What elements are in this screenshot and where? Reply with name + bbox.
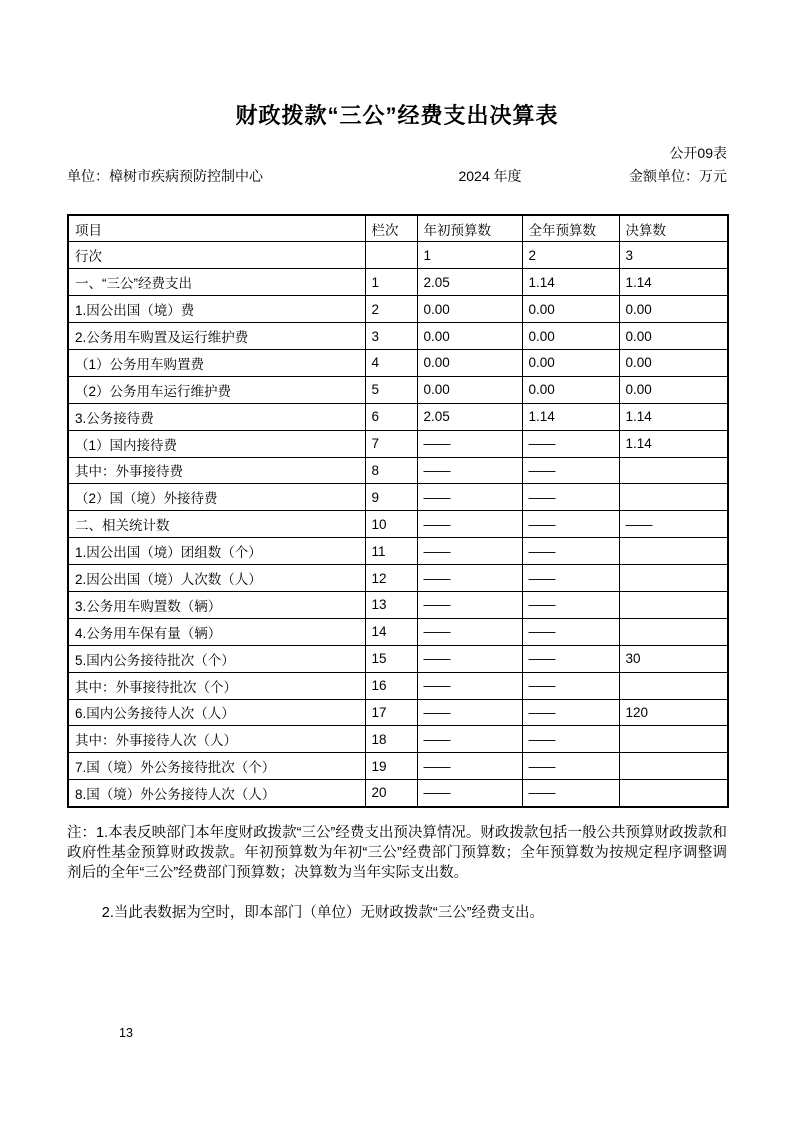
table-header-row [68, 215, 728, 242]
annual-budget-cell: —— [522, 618, 619, 645]
column-no-cell: 3 [365, 323, 417, 350]
item-cell: 6.国内公务接待人次（人） [68, 699, 365, 726]
item-cell: 8.国（境）外公务接待人次（人） [68, 780, 365, 807]
page-number: 13 [119, 1026, 133, 1040]
column-no-cell: 1 [365, 269, 417, 296]
table-row [68, 511, 728, 538]
annual-budget-cell: —— [522, 484, 619, 511]
initial-budget-cell: —— [417, 457, 522, 484]
final-account-cell [619, 457, 728, 484]
column-no-cell [365, 242, 417, 269]
three-public-expense-table [67, 214, 729, 808]
initial-budget-cell: —— [417, 726, 522, 753]
final-account-cell [619, 484, 728, 511]
final-account-cell: 1.14 [619, 269, 728, 296]
initial-budget-cell: —— [417, 591, 522, 618]
column-header-item: 项目 [68, 215, 365, 242]
annual-budget-cell: 1.14 [522, 269, 619, 296]
column-no-cell: 2 [365, 296, 417, 323]
column-no-cell: 14 [365, 618, 417, 645]
unit-name-label: 单位：樟树市疾病预防控制中心 [67, 168, 263, 184]
note-1: 注：1.本表反映部门本年度财政拨款“三公”经费支出预决算情况。财政拨款包括一般公共预算财政拨款和政府性基金预算财政拨款。年初预算数为年初“三公”经费部门预算数；全年预算数为按规定程序调整调剂后的全年“三公”经费部门预算数；决算数为当年实际支出数。 [67, 824, 727, 881]
annual-budget-cell: —— [522, 430, 619, 457]
column-no-cell: 20 [365, 780, 417, 807]
final-account-cell [619, 672, 728, 699]
table-row [68, 753, 728, 780]
table-row [68, 538, 728, 565]
item-cell: 1.因公出国（境）费 [68, 296, 365, 323]
annual-budget-cell: 0.00 [522, 296, 619, 323]
annual-budget-cell: 0.00 [522, 376, 619, 403]
item-cell: 5.国内公务接待批次（个） [68, 645, 365, 672]
table-body [68, 242, 728, 807]
item-cell: （2）国（境）外接待费 [68, 484, 365, 511]
final-account-cell: 0.00 [619, 296, 728, 323]
initial-budget-cell: 2.05 [417, 269, 522, 296]
column-no-cell: 8 [365, 457, 417, 484]
table-row [68, 645, 728, 672]
final-account-cell: —— [619, 511, 728, 538]
annual-budget-cell: 0.00 [522, 349, 619, 376]
item-cell: 3.公务用车购置数（辆） [68, 591, 365, 618]
final-account-cell: 1.14 [619, 403, 728, 430]
final-account-cell: 0.00 [619, 349, 728, 376]
final-account-cell [619, 726, 728, 753]
annual-budget-cell: —— [522, 699, 619, 726]
column-header-column-no: 栏次 [365, 215, 417, 242]
annual-budget-cell: —— [522, 753, 619, 780]
initial-budget-cell: 0.00 [417, 376, 522, 403]
item-cell: 一、“三公”经费支出 [68, 269, 365, 296]
item-cell: 行次 [68, 242, 365, 269]
annual-budget-cell: —— [522, 672, 619, 699]
annual-budget-cell: —— [522, 591, 619, 618]
initial-budget-cell: 0.00 [417, 349, 522, 376]
annual-budget-cell: —— [522, 726, 619, 753]
initial-budget-cell: 0.00 [417, 296, 522, 323]
column-header-initial-budget: 年初预算数 [417, 215, 522, 242]
page-title: 财政拨款“三公”经费支出决算表 [235, 103, 559, 128]
initial-budget-cell: —— [417, 753, 522, 780]
final-account-cell [619, 565, 728, 592]
final-account-cell: 1.14 [619, 430, 728, 457]
column-no-cell: 12 [365, 565, 417, 592]
initial-budget-cell: —— [417, 538, 522, 565]
initial-budget-cell: —— [417, 430, 522, 457]
annual-budget-cell: —— [522, 538, 619, 565]
initial-budget-cell: —— [417, 645, 522, 672]
column-no-cell: 10 [365, 511, 417, 538]
form-code-label: 公开09表 [669, 145, 727, 161]
column-header-annual-budget: 全年预算数 [522, 215, 619, 242]
final-account-cell [619, 780, 728, 807]
table-row [68, 618, 728, 645]
table-row [68, 349, 728, 376]
item-cell: 二、相关统计数 [68, 511, 365, 538]
table-row [68, 672, 728, 699]
table-row [68, 323, 728, 350]
item-cell: （2）公务用车运行维护费 [68, 376, 365, 403]
column-no-cell: 19 [365, 753, 417, 780]
initial-budget-cell: —— [417, 672, 522, 699]
final-account-cell: 0.00 [619, 376, 728, 403]
final-account-cell: 30 [619, 645, 728, 672]
final-account-cell [619, 591, 728, 618]
item-cell: 1.因公出国（境）团组数（个） [68, 538, 365, 565]
item-cell: 其中：外事接待费 [68, 457, 365, 484]
initial-budget-cell: —— [417, 565, 522, 592]
final-account-cell [619, 618, 728, 645]
final-account-cell [619, 538, 728, 565]
table-row [68, 269, 728, 296]
initial-budget-cell: —— [417, 780, 522, 807]
fiscal-year-label: 2024 年度 [458, 168, 522, 184]
table-row [68, 780, 728, 807]
table-row [68, 430, 728, 457]
table-row [68, 565, 728, 592]
final-account-cell [619, 753, 728, 780]
annual-budget-cell: —— [522, 645, 619, 672]
table-row [68, 457, 728, 484]
notes-section [67, 823, 727, 923]
table-row [68, 484, 728, 511]
table-row [68, 242, 728, 269]
initial-budget-cell: —— [417, 511, 522, 538]
annual-budget-cell: 1.14 [522, 403, 619, 430]
item-cell: 2.公务用车购置及运行维护费 [68, 323, 365, 350]
item-cell: 其中：外事接待人次（人） [68, 726, 365, 753]
item-cell: （1）国内接待费 [68, 430, 365, 457]
initial-budget-cell: —— [417, 618, 522, 645]
column-no-cell: 18 [365, 726, 417, 753]
initial-budget-cell: 2.05 [417, 403, 522, 430]
annual-budget-cell: —— [522, 565, 619, 592]
amount-unit-label: 金额单位：万元 [628, 168, 727, 184]
note-2: 2.当此表数据为空时，即本部门（单位）无财政拨款“三公”经费支出。 [101, 904, 545, 921]
annual-budget-cell: 2 [522, 242, 619, 269]
column-no-cell: 13 [365, 591, 417, 618]
annual-budget-cell: —— [522, 511, 619, 538]
final-account-cell: 120 [619, 699, 728, 726]
table-row [68, 699, 728, 726]
table-row [68, 403, 728, 430]
table-row [68, 591, 728, 618]
column-no-cell: 7 [365, 430, 417, 457]
column-no-cell: 6 [365, 403, 417, 430]
item-cell: 2.因公出国（境）人次数（人） [68, 565, 365, 592]
column-no-cell: 9 [365, 484, 417, 511]
initial-budget-cell: 1 [417, 242, 522, 269]
item-cell: 7.国（境）外公务接待批次（个） [68, 753, 365, 780]
table-row [68, 296, 728, 323]
column-no-cell: 17 [365, 699, 417, 726]
table-row [68, 726, 728, 753]
column-no-cell: 4 [365, 349, 417, 376]
column-no-cell: 11 [365, 538, 417, 565]
final-account-cell: 0.00 [619, 323, 728, 350]
item-cell: 3.公务接待费 [68, 403, 365, 430]
final-account-cell: 3 [619, 242, 728, 269]
item-cell: 4.公务用车保有量（辆） [68, 618, 365, 645]
item-cell: 其中：外事接待批次（个） [68, 672, 365, 699]
item-cell: （1）公务用车购置费 [68, 349, 365, 376]
initial-budget-cell: —— [417, 699, 522, 726]
initial-budget-cell: —— [417, 484, 522, 511]
column-no-cell: 5 [365, 376, 417, 403]
column-no-cell: 15 [365, 645, 417, 672]
document-content [67, 0, 727, 923]
meta-row [67, 166, 727, 186]
annual-budget-cell: 0.00 [522, 323, 619, 350]
initial-budget-cell: 0.00 [417, 323, 522, 350]
column-header-final-account: 决算数 [619, 215, 728, 242]
annual-budget-cell: —— [522, 457, 619, 484]
annual-budget-cell: —— [522, 780, 619, 807]
column-no-cell: 16 [365, 672, 417, 699]
table-row [68, 376, 728, 403]
